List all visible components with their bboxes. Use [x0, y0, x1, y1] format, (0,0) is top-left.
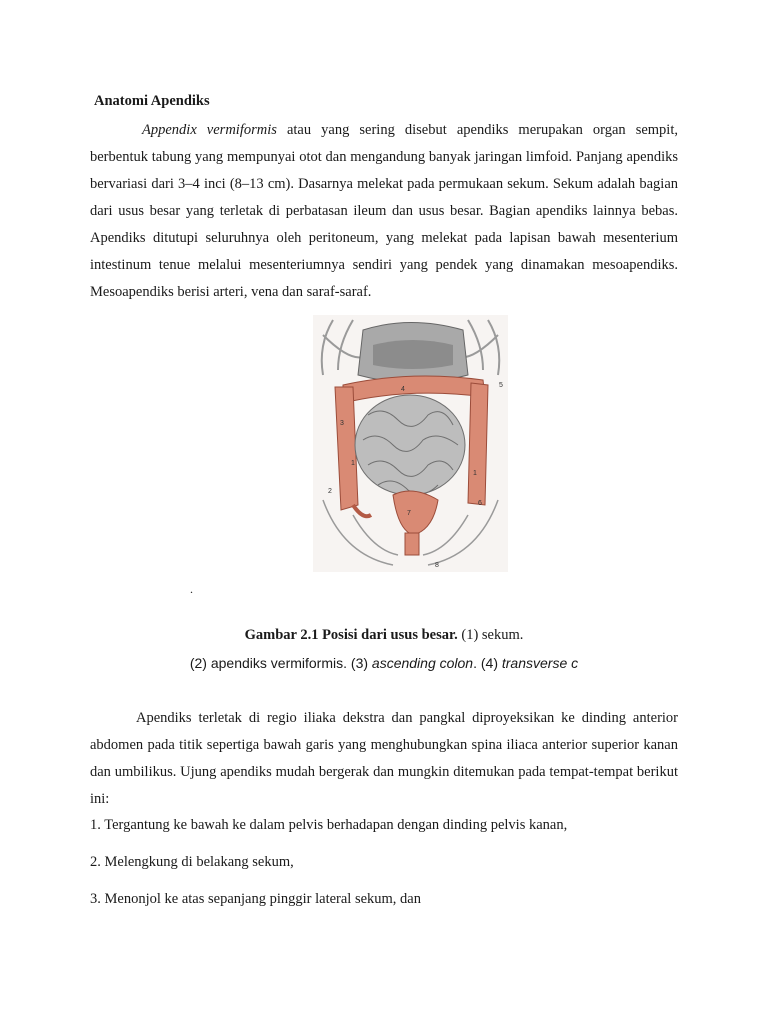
- figure-label-1: 1: [351, 460, 355, 467]
- list-item: 3. Menonjol ke atas sepanjang pinggir lateral sekum, dan: [90, 891, 421, 907]
- small-intestine-drawing: [355, 395, 465, 495]
- figure-label-5: 5: [499, 382, 503, 389]
- term-appendix-vermiformis: Appendix vermiformis: [142, 122, 277, 138]
- caption-ascending-colon: ascending colon: [371, 655, 474, 671]
- figure-label-8: 8: [435, 562, 439, 569]
- figure-label-6: 6: [478, 500, 482, 507]
- paragraph-location: [90, 705, 678, 813]
- paragraph-intro: [90, 117, 678, 306]
- figure-label-7: 7: [407, 510, 411, 517]
- figure-label-1b: 1: [473, 470, 477, 477]
- caption-transverse: transverse c: [501, 655, 579, 671]
- list-item: 2. Melengkung di belakang sekum,: [90, 854, 294, 870]
- figure-caption-line2: [0, 655, 768, 671]
- figure-label-2: 2: [328, 488, 332, 495]
- abdomen-anatomy-illustration: [313, 315, 508, 572]
- descending-colon-shape: [468, 383, 488, 505]
- caption-line1-text: (1) sekum.: [457, 627, 524, 643]
- section-heading: Anatomi Apendiks: [94, 93, 210, 109]
- stray-dot: .: [190, 582, 193, 596]
- figure-label-3: 3: [340, 420, 344, 427]
- figure-caption-line1: [0, 627, 768, 644]
- caption-line2-b: . (4): [473, 655, 502, 671]
- figure-label-4: 4: [401, 386, 405, 393]
- caption-title: Gambar 2.1 Posisi dari usus besar.: [244, 627, 458, 643]
- paragraph-location-text: Apendiks terletak di regio iliaka dekstra dan pangkal diproyeksikan ke dinding anterior abdomen pada titik sepertiga bawah garis yang menghubungkan spina iliaca anterior superior kanan dan umbilikus. Ujung apendiks mudah bergerak dan mungkin ditemukan pada tempat-tempat berikut ini:: [90, 710, 678, 807]
- list-item: 1. Tergantung ke bawah ke dalam pelvis berhadapan dengan dinding pelvis kanan,: [90, 817, 568, 833]
- rectum-shape: [405, 533, 419, 555]
- caption-line2-a: (2) apendiks vermiformis. (3): [189, 655, 372, 671]
- paragraph-intro-text: atau yang sering disebut apendiks merupakan organ sempit, berbentuk tabung yang mempunyai otot dan mengandung banyak jaringan limfoid. Panjang apendiks bervariasi dari 3–4 inci (8–13 cm). Dasarnya melekat pada permukaan sekum. Sekum adalah bagian dari usus besar yang terletak di perbatasan ileum dan usus besar. Bagian apendiks lainnya bebas. Apendiks ditutupi seluruhnya oleh peritoneum, yang melekat pada lapisan bawah mesenterium intestinum tenue melalui mesenteriumnya sendiri yang pendek yang dinamakan mesoapendiks. Mesoapendiks berisi arteri, vena dan saraf-saraf.: [90, 122, 678, 300]
